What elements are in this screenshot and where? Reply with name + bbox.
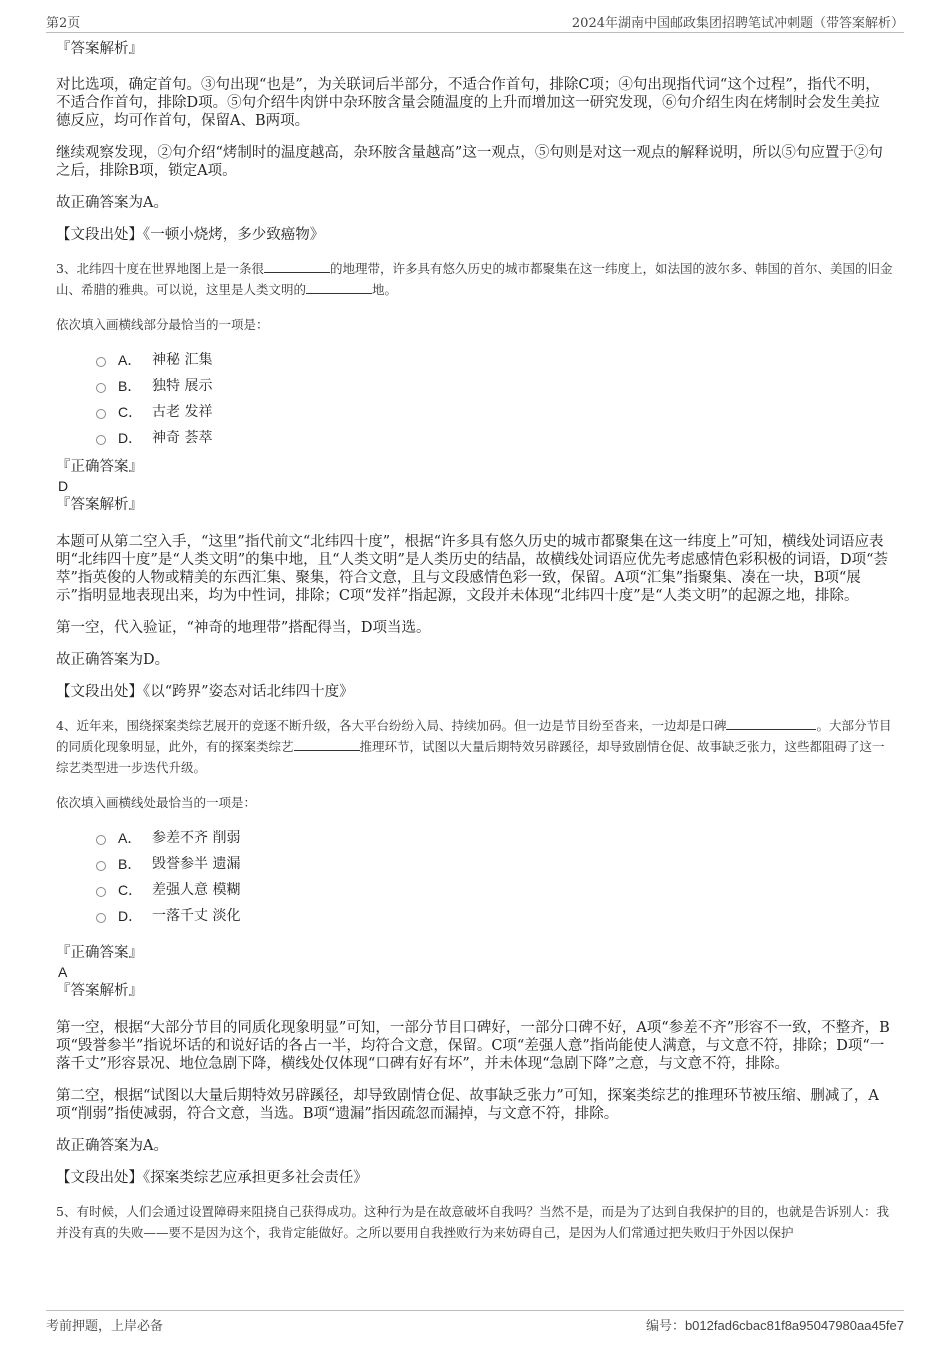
option-a[interactable]: A． 神秘 汇集 (96, 347, 894, 373)
fill-blank (726, 717, 816, 730)
page-footer (46, 1310, 904, 1337)
radio-icon[interactable] (96, 357, 106, 367)
answer-label: 『正确答案』 (56, 459, 143, 475)
option-b[interactable]: B． 独特 展示 (96, 373, 894, 399)
analysis-paragraph: 对比选项，确定首句。③句出现“也是”，为关联词后半部分，不适合作首句，排除C项；④句出现指代词“这个过程”，指代不明，不适合作首句，排除D项。⑤句介绍牛肉饼中杂环胺含量会随温度的上升而增加这一研究发现，⑥句介绍生肉在烤制时会发生美拉德反应，均可作首句，保留A、B两项。 (56, 77, 880, 129)
radio-icon[interactable] (96, 861, 106, 871)
analysis-paragraph: 第二空，根据“试图以大量后期特效另辟蹊径，却导致剧情仓促、故事缺乏张力”可知，探案类综艺的推理环节被压缩、删减了，A项“削弱”指使减弱，符合文意，当选。B项“遗漏”指因疏忽而漏掉，与文意不符，排除。 (56, 1088, 879, 1122)
analysis-paragraph: 本题可从第二空入手，“这里”指代前文“北纬四十度”，根据“许多具有悠久历史的城市都聚集在这一纬度上”可知，横线处词语应表明“北纬四十度”是“人类文明”的集中地，且“人类文明”是人类历史的结晶，故横线处词语应优先考虑感情色彩积极的词语，D项“荟萃”指英俊的人物或精美的东西汇集、聚集，符合文意，且与文段感情色彩一致，保留。A项“汇集”指聚集、凑在一块，B项“展示”指明显地表现出来，均为中性词，排除；C项“发祥”指起源，文段并未体现“北纬四十度”是“人类文明”的起源之地，排除。 (56, 534, 889, 604)
answer-value: D (58, 478, 69, 494)
analysis-paragraph: 第一空，代入验证，“神奇的地理带”搭配得当，D项当选。 (56, 620, 431, 636)
analysis-label: 『答案解析』 (56, 983, 143, 999)
analysis-label: 『答案解析』 (56, 41, 143, 57)
page-content (56, 40, 894, 1243)
option-list (96, 347, 894, 451)
analysis-paragraph: 第一空，根据“大部分节目的同质化现象明显”可知，一部分节目口碑好，一部分口碑不好，A项“参差不齐”形容不一致，不整齐，B项“毁誉参半”指说坏话的和说好话的各占一半，均符合文意，保留。C项“差强人意”指尚能使人满意，与文意不符，排除；D项“一落千丈”形容景况、地位急剧下降，横线处仅体现“口碑有好有坏”，并未体现“急剧下降”之意，与文意不符，排除。 (56, 1020, 890, 1072)
page-header (46, 12, 904, 33)
answer-label: 『正确答案』 (56, 945, 143, 961)
footer-slogan: 考前押题，上岸必备 (46, 1319, 164, 1334)
source-citation: 【文段出处】《探案类综艺应承担更多社会责任》 (56, 1170, 368, 1186)
question-stem: 3、北纬四十度在世界地图上是一条很 的地理带，许多具有悠久历史的城市都聚集在这一纬度上，如法国的波尔多、韩国的首尔、美国的旧金山、希腊的雅典。可以说，这里是人类文明的 地。 (56, 261, 893, 297)
option-c[interactable]: C． 古老 发祥 (96, 399, 894, 425)
page-number: 第2页 (46, 16, 81, 31)
option-d[interactable]: D． 一落千丈 淡化 (96, 903, 894, 929)
fill-blank (294, 738, 360, 751)
option-list (96, 825, 894, 929)
question-stem: 4、近年来，围绕探案类综艺展开的竞逐不断升级，各大平台纷纷入局、持续加码。但一边是节目纷至沓来，一边却是口碑 。大部分节目的同质化现象明显，此外，有的探案类综艺 推理环节，试图以大量后期特效另辟蹊径，却导致剧情仓促、故事缺乏张力，这些都阻碍了这一综艺类型进一步迭代升级。 (56, 718, 892, 775)
conclusion: 故正确答案为A。 (56, 1138, 168, 1154)
analysis-paragraph: 继续观察发现，②句介绍“烤制时的温度越高，杂环胺含量越高”这一观点，⑤句则是对这一观点的解释说明，所以⑤句应置于②句之后，排除B项，锁定A项。 (56, 145, 883, 179)
question-prompt: 依次填入画横线处最恰当的一项是： (56, 795, 257, 810)
answer-value: A (58, 964, 68, 980)
fill-blank (306, 281, 372, 294)
radio-icon[interactable] (96, 887, 106, 897)
radio-icon[interactable] (96, 435, 106, 445)
radio-icon[interactable] (96, 383, 106, 393)
option-a[interactable]: A． 参差不齐 削弱 (96, 825, 894, 851)
document-id: 编号：b012fad6cbac81f8a95047980aa45fe7 (645, 1318, 904, 1333)
option-d[interactable]: D． 神奇 荟萃 (96, 425, 894, 451)
document-title: 2024年湖南中国邮政集团招聘笔试冲刺题（带答案解析） (571, 16, 904, 31)
analysis-label: 『答案解析』 (56, 497, 143, 513)
conclusion: 故正确答案为A。 (56, 195, 168, 211)
radio-icon[interactable] (96, 835, 106, 845)
source-citation: 【文段出处】《以“跨界”姿态对话北纬四十度》 (56, 684, 354, 700)
question-stem: 5、有时候，人们会通过设置障碍来阻挠自己获得成功。这种行为是在故意破坏自我吗？当然不是，而是为了达到自我保护的目的，也就是告诉别人：我并没有真的失败——要不是因为这个，我肯定能做好。之所以要用自我挫败行为来妨碍自己，是因为人们常通过把失败归于外因以保护 (56, 1204, 889, 1240)
source-citation: 【文段出处】《一顿小烧烤，多少致癌物》 (56, 227, 325, 243)
question-prompt: 依次填入画横线部分最恰当的一项是： (56, 317, 269, 332)
radio-icon[interactable] (96, 913, 106, 923)
option-b[interactable]: B． 毁誉参半 遗漏 (96, 851, 894, 877)
conclusion: 故正确答案为D。 (56, 652, 170, 668)
radio-icon[interactable] (96, 409, 106, 419)
fill-blank (264, 260, 330, 273)
option-c[interactable]: C． 差强人意 模糊 (96, 877, 894, 903)
